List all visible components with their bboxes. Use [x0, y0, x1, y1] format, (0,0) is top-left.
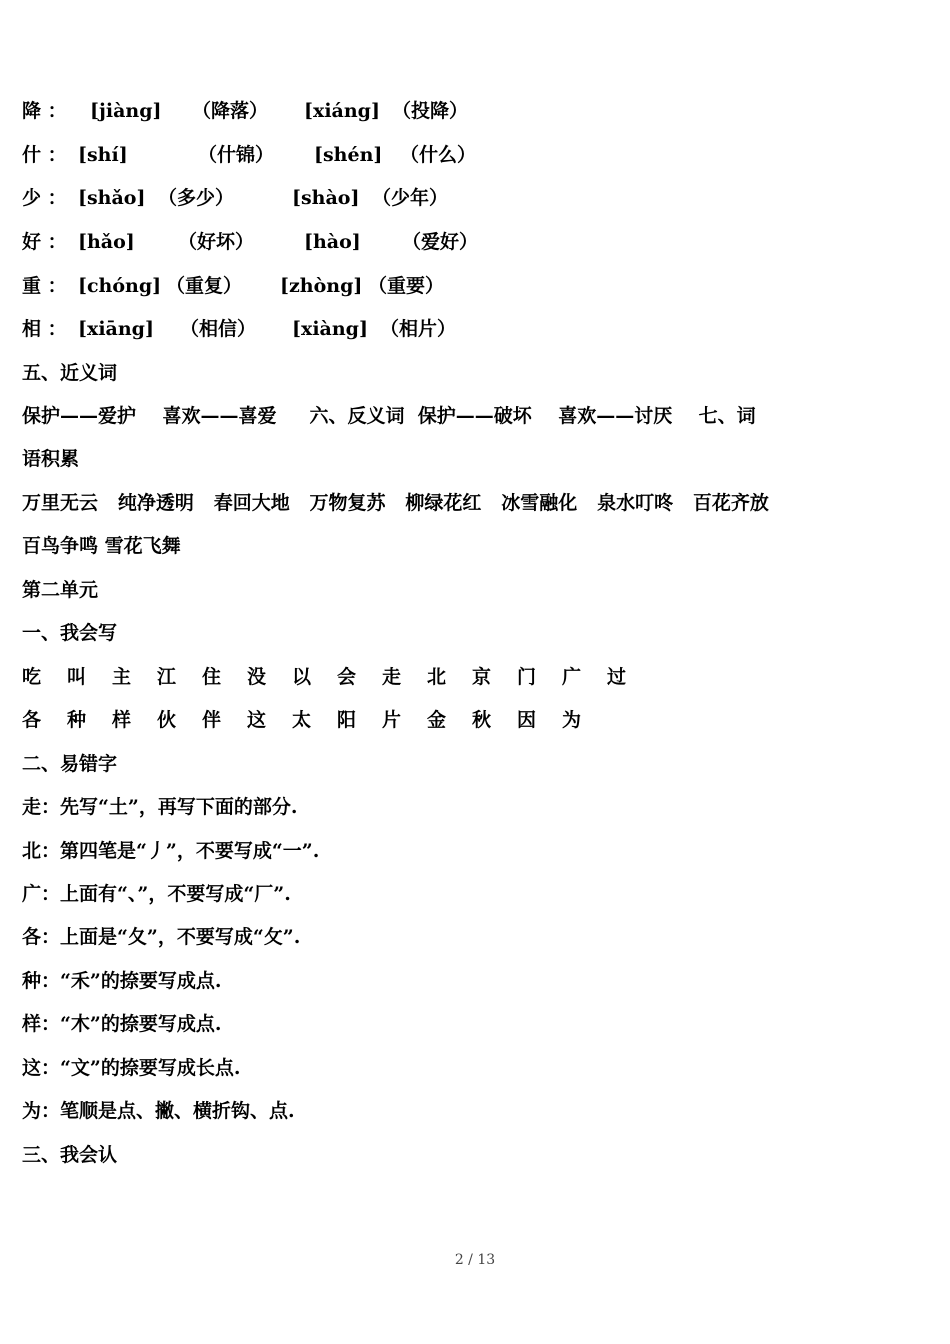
write-char: 没: [247, 666, 267, 688]
polyphone-row: [22, 183, 449, 213]
section-heading-synonyms: 五、近义词: [22, 362, 118, 384]
section-heading-errors: 二、易错字: [22, 753, 118, 775]
pinyin-2: [xiáng]: [304, 100, 380, 122]
polyphone-char: 好 ：: [22, 231, 67, 253]
pinyin-1: [jiàng]: [90, 100, 162, 122]
write-char: 为: [562, 709, 582, 731]
write-char: 秋: [472, 709, 492, 731]
idioms-line-continued: 百鸟争鸣 雪花飞舞: [22, 535, 181, 557]
error-note: 各：上面是“夂”，不要写成“攵”.: [22, 926, 301, 948]
write-char: 主: [112, 666, 132, 688]
word-2: （少年）: [372, 187, 449, 209]
pinyin-2: [zhòng]: [280, 275, 363, 297]
write-chars-row-1: [22, 662, 652, 692]
write-chars-row-2: [22, 705, 607, 735]
write-char: 阳: [337, 709, 357, 731]
polyphone-row: [22, 314, 457, 344]
word-1: （降落）: [192, 100, 269, 122]
write-char: 伴: [202, 709, 222, 731]
word-1: （什锦）: [198, 144, 275, 166]
pinyin-1: [chóng]: [78, 275, 162, 297]
word-1: （多少）: [158, 187, 235, 209]
pinyin-1: [hǎo]: [78, 231, 135, 253]
polyphone-char: 重 ：: [22, 275, 67, 297]
polyphone-char: 什 ：: [22, 144, 67, 166]
write-char: 这: [247, 709, 267, 731]
error-note: 为：笔顺是点、撇、横折钩、点.: [22, 1100, 295, 1122]
page-number: 2 / 13: [454, 1252, 496, 1268]
write-char: 太: [292, 709, 312, 731]
pinyin-2: [shào]: [292, 187, 360, 209]
write-char: 北: [427, 666, 447, 688]
section-heading-write: 一、我会写: [22, 622, 118, 644]
word-2: （什么）: [400, 144, 477, 166]
idioms-line: 万里无云 纯净透明 春回大地 万物复苏 柳绿花红 冰雪融化 泉水叮咚 百花齐放: [22, 492, 769, 514]
write-char: 叫: [67, 666, 87, 688]
word-2: （相片）: [380, 318, 457, 340]
word-2: （重要）: [368, 275, 445, 297]
error-note: 广：上面有“、”，不要写成“厂”.: [22, 883, 291, 905]
write-char: 金: [427, 709, 447, 731]
write-char: 广: [562, 666, 582, 688]
word-1: （相信）: [180, 318, 257, 340]
pinyin-1: [shí]: [78, 144, 128, 166]
unit-title: 第二单元: [22, 579, 99, 601]
write-char: 样: [112, 709, 132, 731]
pinyin-1: [shǎo]: [78, 187, 146, 209]
polyphone-row: [22, 96, 469, 126]
pinyin-2: [shén]: [314, 144, 383, 166]
write-char: 种: [67, 709, 87, 731]
write-char: 江: [157, 666, 177, 688]
word-2: （投降）: [392, 100, 469, 122]
error-note: 种：“禾”的捺要写成点.: [22, 970, 222, 992]
pinyin-2: [xiàng]: [292, 318, 368, 340]
synonym-line: 保护——爱护 喜欢——喜爱 六、反义词 保护——破坏 喜欢——讨厌 七、词: [22, 405, 756, 427]
polyphone-row: [22, 271, 445, 301]
write-char: 过: [607, 666, 627, 688]
polyphone-row: [22, 227, 479, 257]
write-char: 片: [382, 709, 402, 731]
word-2: （爱好）: [402, 231, 479, 253]
word-1: （好坏）: [178, 231, 255, 253]
error-note: 北：第四笔是“丿”，不要写成“一”.: [22, 840, 320, 862]
write-char: 各: [22, 709, 42, 731]
polyphone-char: 少 ：: [22, 187, 67, 209]
polyphone-char: 降 ：: [22, 100, 67, 122]
write-char: 吃: [22, 666, 42, 688]
write-char: 走: [382, 666, 402, 688]
write-char: 伙: [157, 709, 177, 731]
error-note: 走：先写“土”，再写下面的部分.: [22, 796, 298, 818]
write-char: 住: [202, 666, 222, 688]
error-note: 样：“木”的捺要写成点.: [22, 1013, 222, 1035]
pinyin-1: [xiāng]: [78, 318, 154, 340]
pinyin-2: [hào]: [304, 231, 361, 253]
write-char: 因: [517, 709, 537, 731]
write-char: 京: [472, 666, 492, 688]
section-heading-recognize: 三、我会认: [22, 1144, 118, 1166]
polyphone-row: [22, 140, 477, 170]
error-note: 这：“文”的捺要写成长点.: [22, 1057, 241, 1079]
polyphone-char: 相 ：: [22, 318, 67, 340]
word-1: （重复）: [166, 275, 243, 297]
synonym-line-continued: 语积累: [22, 448, 80, 470]
write-char: 门: [517, 666, 537, 688]
write-char: 以: [292, 666, 312, 688]
write-char: 会: [337, 666, 357, 688]
